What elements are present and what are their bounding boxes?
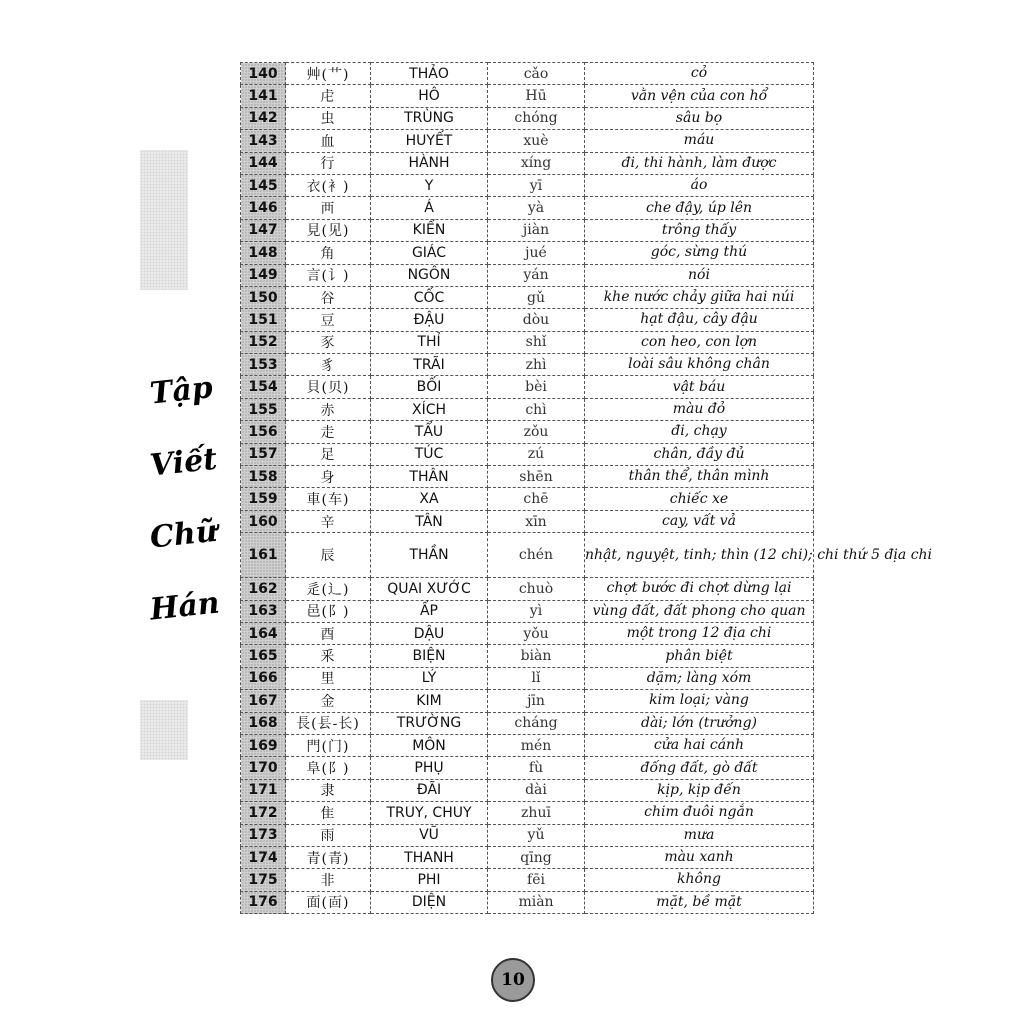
meaning: chim đuôi ngắn <box>585 802 814 824</box>
row-number: 157 <box>241 443 286 465</box>
row-number: 151 <box>241 309 286 331</box>
pinyin: xíng <box>488 152 585 174</box>
sino-vietnamese-reading: PHI <box>371 869 488 891</box>
table-row <box>241 174 814 196</box>
table-row <box>241 398 814 420</box>
sino-vietnamese-reading: BỐI <box>371 376 488 398</box>
pinyin: cǎo <box>488 63 585 85</box>
row-number: 143 <box>241 130 286 152</box>
row-number: 169 <box>241 734 286 756</box>
sino-vietnamese-reading: TRUY, CHUY <box>371 802 488 824</box>
meaning: cay, vất vả <box>585 510 814 532</box>
pinyin: lǐ <box>488 667 585 689</box>
pinyin: Hū <box>488 85 585 107</box>
table-row <box>241 130 814 152</box>
han-character: 門(门) <box>286 734 371 756</box>
table-row <box>241 891 814 913</box>
table-row <box>241 734 814 756</box>
sino-vietnamese-reading: GIÁC <box>371 242 488 264</box>
row-number: 156 <box>241 421 286 443</box>
han-character: 行 <box>286 152 371 174</box>
meaning: sâu bọ <box>585 107 814 129</box>
sino-vietnamese-reading: TÂN <box>371 510 488 532</box>
sino-vietnamese-reading: TRÃI <box>371 354 488 376</box>
pinyin: jué <box>488 242 585 264</box>
side-title-word: Chữ <box>148 513 220 556</box>
han-character: 艸(艹) <box>286 63 371 85</box>
sino-vietnamese-reading: VŨ <box>371 824 488 846</box>
meaning: màu xanh <box>585 846 814 868</box>
row-number: 174 <box>241 846 286 868</box>
pinyin: shēn <box>488 466 585 488</box>
row-number: 147 <box>241 219 286 241</box>
han-character: 赤 <box>286 398 371 420</box>
table-row <box>241 802 814 824</box>
pinyin: bèi <box>488 376 585 398</box>
table-row <box>241 354 814 376</box>
sino-vietnamese-reading: ẤP <box>371 600 488 622</box>
pinyin: gǔ <box>488 286 585 308</box>
han-character: 走 <box>286 421 371 443</box>
meaning: con heo, con lợn <box>585 331 814 353</box>
page-number: 10 <box>491 958 535 1002</box>
han-character: 金 <box>286 690 371 712</box>
table-row <box>241 421 814 443</box>
han-character: 言(讠) <box>286 264 371 286</box>
table-row <box>241 510 814 532</box>
pinyin: yì <box>488 600 585 622</box>
sino-vietnamese-reading: TRƯỜNG <box>371 712 488 734</box>
row-number: 165 <box>241 645 286 667</box>
table-row <box>241 757 814 779</box>
sino-vietnamese-reading: HÔ <box>371 85 488 107</box>
meaning: trông thấy <box>585 219 814 241</box>
han-character: 見(见) <box>286 219 371 241</box>
table-row <box>241 107 814 129</box>
pinyin: yī <box>488 174 585 196</box>
table-row <box>241 824 814 846</box>
meaning: loài sâu không chân <box>585 354 814 376</box>
han-character: 豕 <box>286 331 371 353</box>
table-row <box>241 667 814 689</box>
table-row <box>241 152 814 174</box>
meaning: nhật, nguyệt, tinh; thìn (12 chi); chi thứ 5 địa chi <box>585 533 814 578</box>
row-number: 163 <box>241 600 286 622</box>
meaning: phân biệt <box>585 645 814 667</box>
meaning: dài; lớn (trưởng) <box>585 712 814 734</box>
pinyin: chē <box>488 488 585 510</box>
pinyin: fù <box>488 757 585 779</box>
row-number: 168 <box>241 712 286 734</box>
row-number: 141 <box>241 85 286 107</box>
row-number: 144 <box>241 152 286 174</box>
pinyin: fēi <box>488 869 585 891</box>
pinyin: zhì <box>488 354 585 376</box>
meaning: thân thể, thân mình <box>585 466 814 488</box>
row-number: 154 <box>241 376 286 398</box>
row-number: 175 <box>241 869 286 891</box>
table-row <box>241 197 814 219</box>
han-character: 豸 <box>286 354 371 376</box>
han-character: 長(镸-长) <box>286 712 371 734</box>
han-character: 谷 <box>286 286 371 308</box>
side-title <box>150 355 220 643</box>
han-character: 酉 <box>286 622 371 644</box>
table-row <box>241 286 814 308</box>
sino-vietnamese-reading: BIỆN <box>371 645 488 667</box>
pinyin: yǒu <box>488 622 585 644</box>
table-row <box>241 690 814 712</box>
pinyin: chuò <box>488 578 585 600</box>
table-row <box>241 376 814 398</box>
meaning: chợt bước đi chợt dừng lại <box>585 578 814 600</box>
row-number: 167 <box>241 690 286 712</box>
meaning: cỏ <box>585 63 814 85</box>
row-number: 170 <box>241 757 286 779</box>
table-row <box>241 309 814 331</box>
han-character: 豆 <box>286 309 371 331</box>
han-character: 里 <box>286 667 371 689</box>
row-number: 145 <box>241 174 286 196</box>
side-shade-bottom <box>140 700 188 760</box>
han-character: 邑(阝) <box>286 600 371 622</box>
pinyin: miàn <box>488 891 585 913</box>
han-character: 隹 <box>286 802 371 824</box>
row-number: 142 <box>241 107 286 129</box>
table-row <box>241 779 814 801</box>
row-number: 171 <box>241 779 286 801</box>
sino-vietnamese-reading: Á <box>371 197 488 219</box>
table-row <box>241 600 814 622</box>
han-character: 辰 <box>286 533 371 578</box>
sino-vietnamese-reading: NGÔN <box>371 264 488 286</box>
side-title-word: Tập <box>148 370 215 412</box>
table-row <box>241 846 814 868</box>
sino-vietnamese-reading: THỈ <box>371 331 488 353</box>
table-row <box>241 578 814 600</box>
sino-vietnamese-reading: TRÙNG <box>371 107 488 129</box>
pinyin: dài <box>488 779 585 801</box>
sino-vietnamese-reading: DẬU <box>371 622 488 644</box>
row-number: 140 <box>241 63 286 85</box>
han-character: 角 <box>286 242 371 264</box>
sino-vietnamese-reading: THẦN <box>371 533 488 578</box>
sino-vietnamese-reading: THẢO <box>371 63 488 85</box>
meaning: một trong 12 địa chi <box>585 622 814 644</box>
han-character: 足 <box>286 443 371 465</box>
table-row <box>241 488 814 510</box>
meaning: mặt, bề mặt <box>585 891 814 913</box>
meaning: mưa <box>585 824 814 846</box>
sino-vietnamese-reading: ĐÃI <box>371 779 488 801</box>
row-number: 148 <box>241 242 286 264</box>
meaning: máu <box>585 130 814 152</box>
table-row <box>241 645 814 667</box>
meaning: kịp, kịp đến <box>585 779 814 801</box>
sino-vietnamese-reading: KIẾN <box>371 219 488 241</box>
pinyin: jiàn <box>488 219 585 241</box>
meaning: không <box>585 869 814 891</box>
han-character: 襾 <box>286 197 371 219</box>
table-row <box>241 466 814 488</box>
pinyin: shǐ <box>488 331 585 353</box>
han-character: 阜(阝) <box>286 757 371 779</box>
table-row <box>241 242 814 264</box>
radical-table <box>240 62 933 914</box>
han-character: 釆 <box>286 645 371 667</box>
han-character: 貝(贝) <box>286 376 371 398</box>
row-number: 153 <box>241 354 286 376</box>
sino-vietnamese-reading: XA <box>371 488 488 510</box>
han-character: 虍 <box>286 85 371 107</box>
pinyin: zú <box>488 443 585 465</box>
sino-vietnamese-reading: XÍCH <box>371 398 488 420</box>
meaning: dặm; làng xóm <box>585 667 814 689</box>
pinyin: biàn <box>488 645 585 667</box>
sino-vietnamese-reading: PHỤ <box>371 757 488 779</box>
meaning: chiếc xe <box>585 488 814 510</box>
pinyin: chì <box>488 398 585 420</box>
meaning: chân, đầy đủ <box>585 443 814 465</box>
table-row <box>241 869 814 891</box>
sino-vietnamese-reading: THANH <box>371 846 488 868</box>
pinyin: chén <box>488 533 585 578</box>
meaning: màu đỏ <box>585 398 814 420</box>
pinyin: yán <box>488 264 585 286</box>
pinyin: yà <box>488 197 585 219</box>
row-number: 150 <box>241 286 286 308</box>
row-number: 164 <box>241 622 286 644</box>
sino-vietnamese-reading: DIỆN <box>371 891 488 913</box>
side-shade-top <box>140 150 188 290</box>
sino-vietnamese-reading: HUYẾT <box>371 130 488 152</box>
pinyin: mén <box>488 734 585 756</box>
pinyin: chóng <box>488 107 585 129</box>
meaning: đi, thi hành, làm được <box>585 152 814 174</box>
sino-vietnamese-reading: CỐC <box>371 286 488 308</box>
sino-vietnamese-reading: TẨU <box>371 421 488 443</box>
table-row <box>241 85 814 107</box>
meaning: nói <box>585 264 814 286</box>
sino-vietnamese-reading: Y <box>371 174 488 196</box>
sino-vietnamese-reading: ĐẬU <box>371 309 488 331</box>
han-character: 衣(衤) <box>286 174 371 196</box>
row-number: 162 <box>241 578 286 600</box>
table-row <box>241 533 814 578</box>
pinyin: qīng <box>488 846 585 868</box>
han-character: 車(车) <box>286 488 371 510</box>
row-number: 146 <box>241 197 286 219</box>
han-character: 虫 <box>286 107 371 129</box>
meaning: vùng đất, đất phong cho quan <box>585 600 814 622</box>
pinyin: zhuī <box>488 802 585 824</box>
sino-vietnamese-reading: QUAI XƯỚC <box>371 578 488 600</box>
table-row <box>241 712 814 734</box>
table-row <box>241 264 814 286</box>
han-character: 隶 <box>286 779 371 801</box>
sino-vietnamese-reading: THÂN <box>371 466 488 488</box>
pinyin: xīn <box>488 510 585 532</box>
meaning: đi, chạy <box>585 421 814 443</box>
han-character: 青(青) <box>286 846 371 868</box>
side-title-word: Hán <box>148 585 222 628</box>
row-number: 172 <box>241 802 286 824</box>
row-number: 149 <box>241 264 286 286</box>
side-title-word: Viết <box>148 441 219 484</box>
sino-vietnamese-reading: HÀNH <box>371 152 488 174</box>
pinyin: zǒu <box>488 421 585 443</box>
table-row <box>241 443 814 465</box>
row-number: 159 <box>241 488 286 510</box>
row-number: 155 <box>241 398 286 420</box>
table-row <box>241 219 814 241</box>
row-number: 161 <box>241 533 286 578</box>
han-character: 辵(辶) <box>286 578 371 600</box>
han-character: 雨 <box>286 824 371 846</box>
meaning: khe nước chảy giữa hai núi <box>585 286 814 308</box>
meaning: góc, sừng thú <box>585 242 814 264</box>
pinyin: yǔ <box>488 824 585 846</box>
han-character: 辛 <box>286 510 371 532</box>
row-number: 176 <box>241 891 286 913</box>
row-number: 173 <box>241 824 286 846</box>
table-row <box>241 331 814 353</box>
row-number: 158 <box>241 466 286 488</box>
meaning: đống đất, gò đất <box>585 757 814 779</box>
meaning: cửa hai cánh <box>585 734 814 756</box>
meaning: vật báu <box>585 376 814 398</box>
table-row <box>241 63 814 85</box>
han-character: 血 <box>286 130 371 152</box>
sino-vietnamese-reading: LÝ <box>371 667 488 689</box>
sino-vietnamese-reading: MÔN <box>371 734 488 756</box>
han-character: 面(靣) <box>286 891 371 913</box>
table-row <box>241 622 814 644</box>
pinyin: dòu <box>488 309 585 331</box>
sino-vietnamese-reading: TÚC <box>371 443 488 465</box>
han-character: 身 <box>286 466 371 488</box>
row-number: 160 <box>241 510 286 532</box>
meaning: áo <box>585 174 814 196</box>
han-character: 非 <box>286 869 371 891</box>
pinyin: jīn <box>488 690 585 712</box>
pinyin: xuè <box>488 130 585 152</box>
sino-vietnamese-reading: KIM <box>371 690 488 712</box>
row-number: 152 <box>241 331 286 353</box>
row-number: 166 <box>241 667 286 689</box>
pinyin: cháng <box>488 712 585 734</box>
meaning: vằn vện của con hổ <box>585 85 814 107</box>
meaning: kim loại; vàng <box>585 690 814 712</box>
radical-table-body <box>241 63 933 914</box>
meaning: hạt đậu, cây đậu <box>585 309 814 331</box>
meaning: che đậy, úp lên <box>585 197 814 219</box>
